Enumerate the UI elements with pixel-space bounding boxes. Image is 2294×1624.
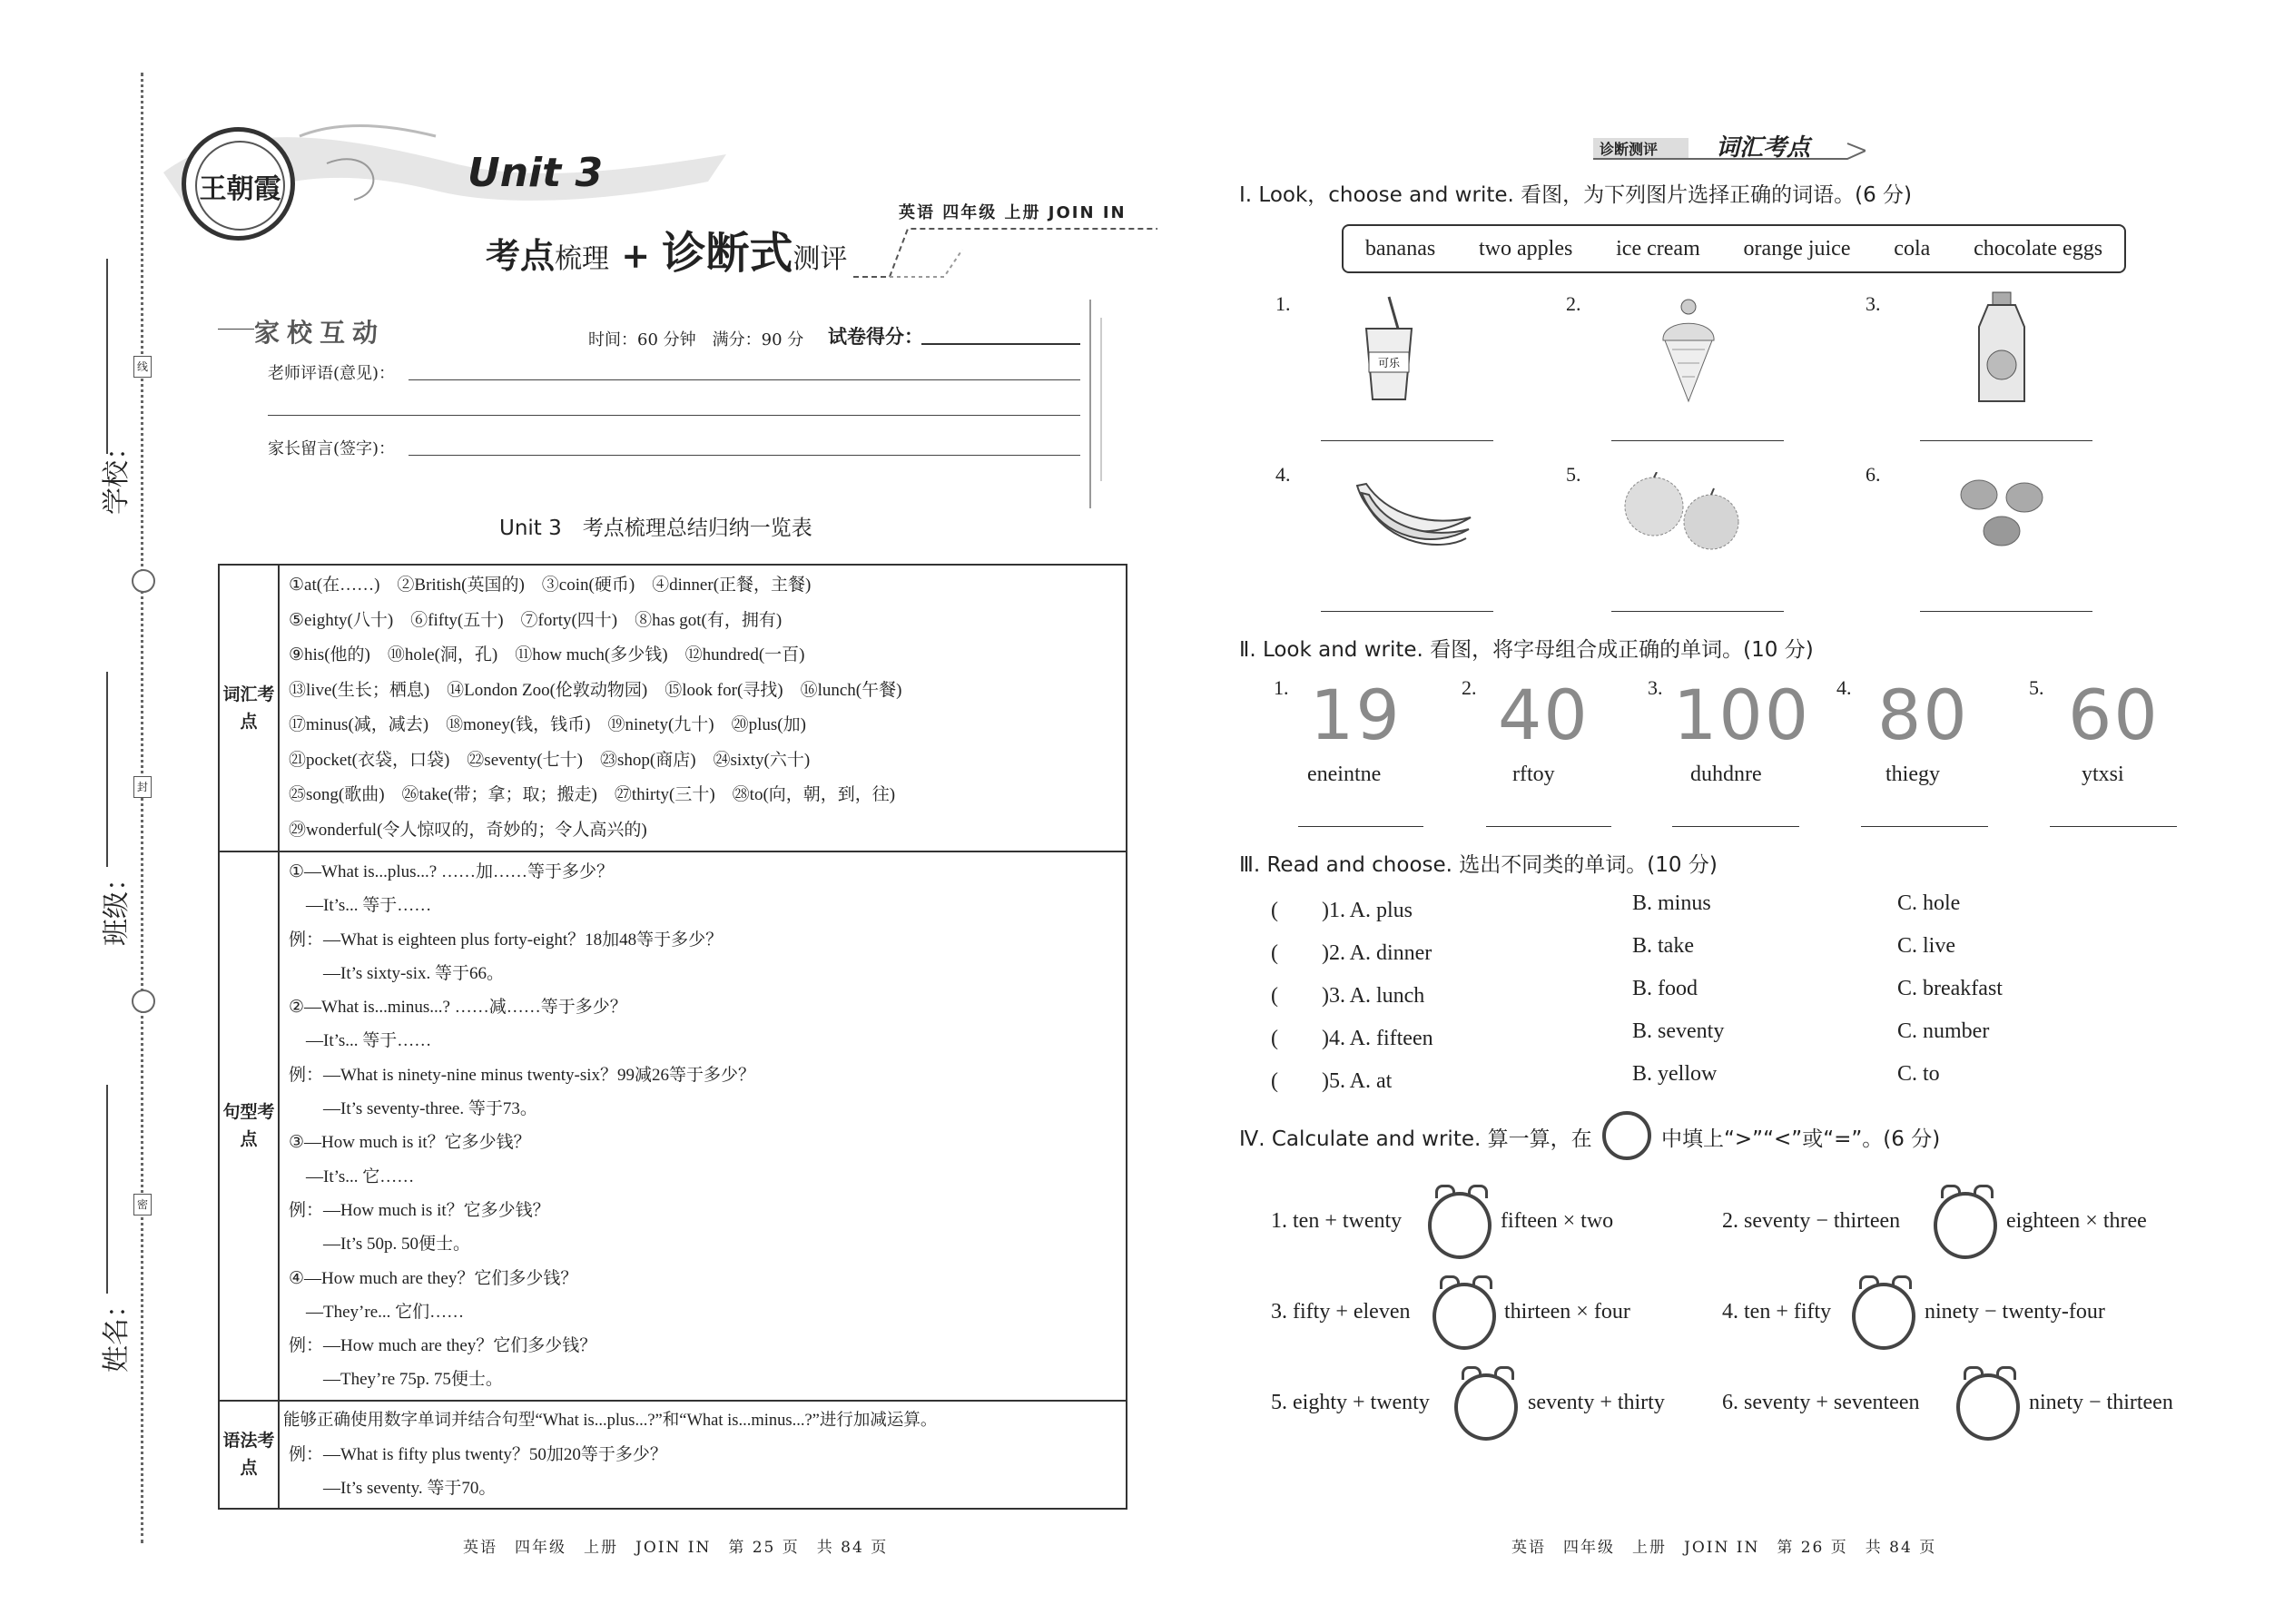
binding-box-xian: 线 xyxy=(133,356,152,378)
answer-line-7[interactable] xyxy=(1298,826,1423,827)
bananas-picture xyxy=(1353,477,1475,549)
item-number: 2. xyxy=(1566,292,1581,315)
number-40: 40 xyxy=(1498,674,1590,755)
choice-b: B. minus xyxy=(1632,891,1711,915)
binding-dotted-line xyxy=(141,73,143,1543)
binding-hole xyxy=(132,989,155,1013)
sentence-row: —They’re... 它们…… xyxy=(289,1302,465,1322)
section-4-title-b: 中填上“>”“<”或“=”。(6 分) xyxy=(1661,1127,1941,1151)
calc-left: 3. fifty + eleven xyxy=(1271,1300,1411,1324)
scrambled-word: thiegy xyxy=(1885,763,1940,786)
calc-left: 6. seventy + seventeen xyxy=(1722,1391,1920,1414)
number-80: 80 xyxy=(1877,674,1969,755)
calc-left: 2. seventy − thirteen xyxy=(1722,1209,1901,1233)
cola-label: 可乐 xyxy=(1377,357,1401,369)
subtitle-plus: + xyxy=(621,235,651,276)
choice-question[interactable]: ( )5. A. at xyxy=(1271,1069,1393,1093)
teacher-comment-line-2[interactable] xyxy=(268,415,1080,416)
sentence-row: —It’s sixty-six. 等于66。 xyxy=(289,963,504,983)
answer-circle-5[interactable] xyxy=(1454,1366,1518,1441)
answer-line-2[interactable] xyxy=(1611,440,1784,441)
answer-line-4[interactable] xyxy=(1321,611,1493,612)
answer-line-8[interactable] xyxy=(1486,826,1611,827)
word-bank-item: bananas xyxy=(1364,236,1436,261)
answer-circle-6[interactable] xyxy=(1956,1366,2020,1441)
word-bank xyxy=(1342,224,2126,273)
cola-picture xyxy=(1353,292,1425,406)
chocolate-eggs-picture xyxy=(1952,472,2052,554)
time-info: 时间：60 分钟 满分：90 分 xyxy=(588,330,804,349)
word-bank-item: chocolate eggs xyxy=(1974,236,2103,261)
answer-line-6[interactable] xyxy=(1920,611,2092,612)
orange-juice-picture xyxy=(1970,290,2033,408)
sentence-row: —It’s... 它…… xyxy=(289,1166,415,1186)
deco-vertical-line-2 xyxy=(1100,318,1102,481)
scrambled-word: ytxsi xyxy=(2082,763,2124,786)
answer-circle-4[interactable] xyxy=(1852,1275,1915,1350)
deco-line xyxy=(218,329,254,330)
item-number: 4. xyxy=(1275,463,1291,486)
publisher-logo xyxy=(182,127,295,241)
vocab-row: ㉙wonderful(令人惊叹的，奇妙的；令人高兴的) xyxy=(289,820,647,840)
vocab-label: 词汇考点 xyxy=(219,565,279,851)
choice-c: C. number xyxy=(1897,1019,1990,1043)
calc-right: seventy + thirty xyxy=(1528,1391,1665,1414)
subtitle-shuli: 梳理 xyxy=(555,243,610,275)
choice-b: B. seventy xyxy=(1632,1019,1725,1043)
sentence-content xyxy=(279,851,1127,1401)
summary-title: Unit 3 考点梳理总结归纳一览表 xyxy=(499,517,812,540)
sentence-row: —It’s... 等于…… xyxy=(289,1031,432,1051)
vocab-row: ㉑pocket(衣袋，口袋) ㉒seventy(七十) ㉓shop(商店) ㉔sixty(六十) xyxy=(289,750,811,770)
grammar-section xyxy=(219,1401,1127,1509)
sentence-row: ①—What is...plus...? ……加……等于多少？ xyxy=(289,862,614,881)
section-4-title-a: Ⅳ. Calculate and write. 算一算，在 xyxy=(1239,1127,1592,1151)
item-number: 4. xyxy=(1836,676,1852,699)
school-line xyxy=(106,259,108,454)
vocab-row: ⑰minus(减，减去) ⑱money(钱，钱币) ⑲ninety(九十) ⑳plus(加) xyxy=(289,715,806,734)
teacher-comment-line[interactable] xyxy=(409,379,1080,380)
number-19: 19 xyxy=(1310,674,1402,755)
parent-comment-label: 家长留言(签字)： xyxy=(268,439,396,458)
item-number: 3. xyxy=(1648,676,1663,699)
grammar-row: 能够正确使用数字单词并结合句型“What is...plus...?”和“What is...minus...?”进行加减运算。 xyxy=(283,1411,938,1430)
sentence-row: —It’s... 等于…… xyxy=(289,896,432,916)
answer-line-9[interactable] xyxy=(1672,826,1799,827)
scrambled-word: duhdnre xyxy=(1690,763,1762,786)
calc-right: eighteen × three xyxy=(2006,1209,2147,1233)
grammar-label: 语法考点 xyxy=(219,1401,279,1509)
calc-right: ninety − thirteen xyxy=(2029,1391,2173,1414)
number-100: 100 xyxy=(1673,674,1811,755)
answer-line-10[interactable] xyxy=(1861,826,1988,827)
two-apples-picture xyxy=(1616,472,1752,554)
sentence-row: 例：—How much are they？它们多少钱？ xyxy=(289,1336,597,1356)
word-bank-item: ice cream xyxy=(1616,236,1700,261)
vocab-row: ⑬live(生长；栖息) ⑭London Zoo(伦敦动物园) ⑮look for(寻找) ⑯lunch(午餐) xyxy=(289,680,902,700)
sentence-section xyxy=(219,851,1127,1401)
name-line xyxy=(106,1085,108,1294)
calc-right: fifteen × two xyxy=(1501,1209,1614,1233)
sentence-label: 句型考点 xyxy=(219,851,279,1401)
section-3-title: Ⅲ. Read and choose. 选出不同类的单词。(10 分) xyxy=(1239,853,1718,877)
class-label: 班级： xyxy=(101,864,133,946)
sentence-row: —It’s seventy-three. 等于73。 xyxy=(289,1099,537,1119)
ring-icon xyxy=(1602,1111,1651,1160)
calc-right: thirteen × four xyxy=(1504,1300,1630,1324)
school-label: 学校： xyxy=(101,433,133,515)
unit-title: Unit 3 xyxy=(468,150,604,196)
section-tag-small: 诊断测评 xyxy=(1600,141,1659,158)
scrambled-word: rftoy xyxy=(1512,763,1555,786)
choice-question[interactable]: ( )3. A. lunch xyxy=(1271,984,1425,1008)
vocab-row: ⑨his(他的) ⑩hole(洞，孔) ⑪how much(多少钱) ⑫hundred(一百) xyxy=(289,645,805,664)
vocab-row: ①at(在……) ②British(英国的) ③coin(硬币) ④dinner(正餐，主餐) xyxy=(289,576,812,595)
vocab-row: ⑤eighty(八十) ⑥fifty(五十) ⑦forty(四十) ⑧has got(有，拥有) xyxy=(289,610,783,630)
item-number: 2. xyxy=(1462,676,1477,699)
binding-box-feng: 封 xyxy=(133,776,152,798)
item-number: 5. xyxy=(1566,463,1581,486)
choice-question[interactable]: ( )2. A. dinner xyxy=(1271,941,1433,965)
calc-right: ninety − twenty-four xyxy=(1925,1300,2105,1324)
choice-b: B. yellow xyxy=(1632,1062,1718,1086)
vocab-row: ㉕song(歌曲) ㉖take(带；拿；取；搬走) ㉗thirty(三十) ㉘to(向，朝，到，往) xyxy=(289,785,896,804)
sentence-row: 例：—How much is it？它多少钱？ xyxy=(289,1200,550,1220)
name-label: 姓名： xyxy=(101,1291,133,1373)
score-blank[interactable] xyxy=(921,343,1080,345)
sentence-row: —It’s 50p. 50便士。 xyxy=(289,1235,471,1255)
choice-c: C. to xyxy=(1897,1062,1940,1086)
choice-question[interactable]: ( )4. A. fifteen xyxy=(1271,1027,1433,1050)
calc-left: 5. eighty + twenty xyxy=(1271,1391,1430,1414)
item-number: 3. xyxy=(1866,292,1881,315)
item-number: 1. xyxy=(1274,676,1289,699)
sentence-row: ②—What is...minus...? ……减……等于多少？ xyxy=(289,998,627,1018)
sentence-row: ③—How much is it？它多少钱？ xyxy=(289,1133,531,1153)
home-school-section-title: 家校互动 xyxy=(254,318,386,348)
choice-question[interactable]: ( )1. A. plus xyxy=(1271,899,1413,922)
binding-hole xyxy=(132,569,155,593)
calc-left: 4. ten + fifty xyxy=(1722,1300,1832,1324)
grade-tag: 英语 四年级 上册 JOIN IN xyxy=(899,203,1127,222)
section-1-title: Ⅰ. Look，choose and write. 看图，为下列图片选择正确的词语。(6 分) xyxy=(1239,183,1913,207)
footer-right: 英语 四年级 上册 JOIN IN 第 26 页 共 84 页 xyxy=(1511,1539,1937,1557)
subtitle-ceping: 测评 xyxy=(793,243,848,275)
answer-line-3[interactable] xyxy=(1920,440,2092,441)
sentence-row: 例：—What is ninety-nine minus twenty-six？99减26等于多少？ xyxy=(289,1065,756,1085)
choice-c: C. live xyxy=(1897,934,1955,958)
word-bank-item: two apples xyxy=(1479,236,1573,261)
section-2-title: Ⅱ. Look and write. 看图，将字母组合成正确的单词。(10 分) xyxy=(1239,638,1814,662)
score-label: 试卷得分： xyxy=(828,325,923,348)
ice-cream-picture xyxy=(1652,290,1725,404)
deco-vertical-line xyxy=(1089,300,1091,508)
choice-b: B. take xyxy=(1632,934,1694,958)
subtitle-kaodian: 考点 xyxy=(486,235,556,276)
page-subtitle xyxy=(486,218,847,281)
subtitle-zhenduan: 诊断式 xyxy=(662,228,793,279)
choice-b: B. food xyxy=(1632,977,1698,1000)
section-tag-big: 词汇考点 xyxy=(1716,134,1811,162)
calc-left: 1. ten + twenty xyxy=(1271,1209,1403,1233)
word-bank-item: cola xyxy=(1894,236,1931,261)
vocab-section xyxy=(219,565,1127,851)
teacher-comment-label: 老师评语(意见)： xyxy=(268,364,396,383)
summary-table xyxy=(218,564,1127,1510)
parent-comment-line[interactable] xyxy=(409,455,1080,456)
choice-c: C. breakfast xyxy=(1897,977,2003,1000)
grammar-content xyxy=(279,1401,1127,1509)
vocab-content xyxy=(279,565,1127,851)
scrambled-word: eneintne xyxy=(1307,763,1382,786)
choice-c: C. hole xyxy=(1897,891,1961,915)
binding-box-mi: 密 xyxy=(133,1194,152,1216)
answer-circle-2[interactable] xyxy=(1934,1185,1997,1259)
sentence-row: ④—How much are they？它们多少钱？ xyxy=(289,1268,578,1288)
number-60: 60 xyxy=(2068,674,2160,755)
item-number: 5. xyxy=(2029,676,2044,699)
answer-line-5[interactable] xyxy=(1611,611,1784,612)
class-line xyxy=(106,672,108,867)
logo-text: 王朝霞 xyxy=(195,141,285,231)
answer-circle-1[interactable] xyxy=(1428,1185,1492,1259)
word-bank-item: orange juice xyxy=(1743,236,1851,261)
item-number: 6. xyxy=(1866,463,1881,486)
sentence-row: 例：—What is eighteen plus forty-eight？18加48等于多少？ xyxy=(289,930,724,950)
grammar-row: 例：—What is fifty plus twenty？50加20等于多少？ xyxy=(289,1444,667,1464)
answer-circle-3[interactable] xyxy=(1433,1275,1496,1350)
answer-line-1[interactable] xyxy=(1321,440,1493,441)
footer-left: 英语 四年级 上册 JOIN IN 第 25 页 共 84 页 xyxy=(463,1539,889,1557)
header-dashed-arrow xyxy=(853,218,1162,281)
sentence-row: —They’re 75p. 75便士。 xyxy=(289,1370,503,1390)
item-number: 1. xyxy=(1275,292,1291,315)
answer-line-11[interactable] xyxy=(2050,826,2177,827)
grammar-row: —It’s seventy. 等于70。 xyxy=(289,1478,497,1498)
